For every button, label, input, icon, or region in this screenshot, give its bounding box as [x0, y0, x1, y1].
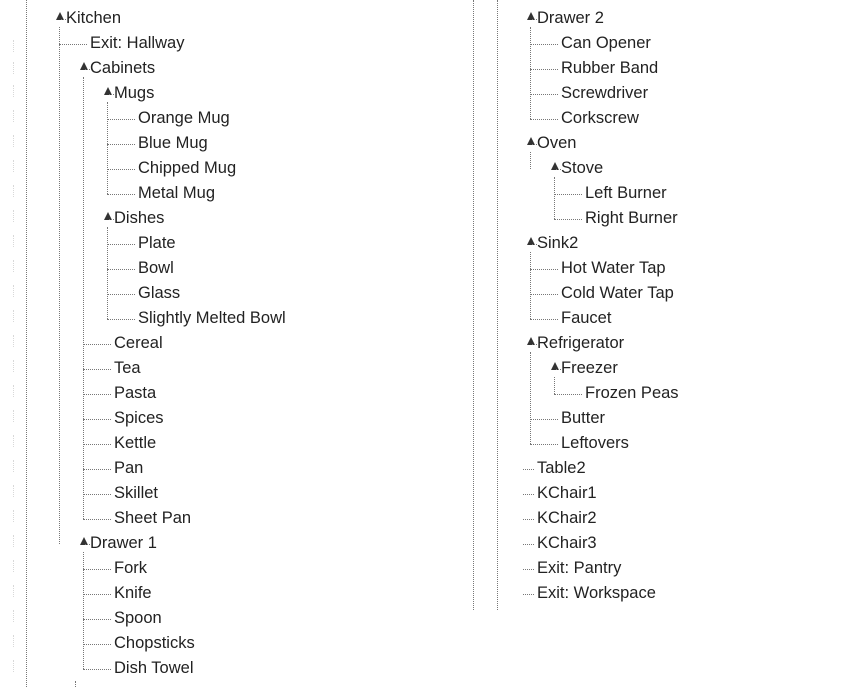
- ghost-guide-mark: [13, 260, 14, 272]
- tree-connector: [83, 594, 111, 595]
- tree-node-exit-pantry[interactable]: Exit: Pantry: [537, 559, 622, 577]
- tree-connector: [530, 419, 558, 420]
- ghost-guide-mark: [13, 160, 14, 172]
- ghost-guide-mark: [13, 435, 14, 447]
- tree-node-sink2[interactable]: Sink2: [537, 234, 579, 252]
- tree-connector: [523, 569, 534, 570]
- tree-connector: [554, 219, 582, 220]
- tree-node-fork[interactable]: Fork: [114, 559, 147, 577]
- tree-connector: [523, 594, 534, 595]
- ghost-guide-mark: [13, 660, 14, 672]
- tree-branch-line: [59, 27, 60, 544]
- tree-node-screwdriver[interactable]: Screwdriver: [561, 84, 649, 102]
- tree-connector: [554, 394, 582, 395]
- ghost-guide-mark: [13, 110, 14, 122]
- tree-connector: [530, 269, 558, 270]
- ghost-guide-mark: [13, 560, 14, 572]
- tree-connector: [523, 519, 534, 520]
- tree-connector: [83, 444, 111, 445]
- ghost-guide-mark: [13, 335, 14, 347]
- ghost-guide-mark: [13, 535, 14, 547]
- tree-node-slightly-melted-bowl[interactable]: Slightly Melted Bowl: [138, 309, 286, 327]
- tree-connector: [83, 369, 111, 370]
- tree-node-skillet[interactable]: Skillet: [114, 484, 159, 502]
- tree-node-exit-hallway[interactable]: Exit: Hallway: [90, 34, 185, 52]
- tree-node-blue-mug[interactable]: Blue Mug: [138, 134, 208, 152]
- tree-node-dishes[interactable]: Dishes: [114, 209, 165, 227]
- tree-branch-line: [83, 77, 84, 519]
- tree-connector: [83, 619, 111, 620]
- ghost-guide-mark: [13, 235, 14, 247]
- ghost-guide-mark: [13, 485, 14, 497]
- tree-node-butter[interactable]: Butter: [561, 409, 606, 427]
- tree-node-drawer-2[interactable]: Drawer 2: [537, 9, 604, 27]
- tree-node-spices[interactable]: Spices: [114, 409, 164, 427]
- tree-node-cabinets[interactable]: Cabinets: [90, 59, 156, 77]
- tree-node-drawer-1[interactable]: Drawer 1: [90, 534, 157, 552]
- tree-node-left-burner[interactable]: Left Burner: [585, 184, 667, 202]
- tree-node-kchair2[interactable]: KChair2: [537, 509, 597, 527]
- tree-connector: [83, 569, 111, 570]
- ghost-guide-mark: [13, 62, 14, 74]
- tree-node-spoon[interactable]: Spoon: [114, 609, 162, 627]
- tree-node-can-opener[interactable]: Can Opener: [561, 34, 651, 52]
- tree-connector: [523, 469, 534, 470]
- tree-node-right-burner[interactable]: Right Burner: [585, 209, 678, 227]
- tree-node-chipped-mug[interactable]: Chipped Mug: [138, 159, 237, 177]
- tree-guide-line: [75, 681, 76, 687]
- tree-node-exit-workspace[interactable]: Exit: Workspace: [537, 584, 656, 602]
- tree-connector: [523, 544, 534, 545]
- tree-node-chopsticks[interactable]: Chopsticks: [114, 634, 195, 652]
- tree-connector: [83, 644, 111, 645]
- tree-connector: [107, 319, 135, 320]
- tree-node-mugs[interactable]: Mugs: [114, 84, 155, 102]
- tree-branch-line: [107, 102, 108, 194]
- tree-node-freezer[interactable]: Freezer: [561, 359, 618, 377]
- tree-connector: [530, 444, 558, 445]
- tree-connector: [83, 344, 111, 345]
- ghost-guide-mark: [13, 635, 14, 647]
- tree-connector: [530, 119, 558, 120]
- tree-connector: [107, 294, 135, 295]
- tree-node-oven[interactable]: Oven: [537, 134, 577, 152]
- tree-connector: [83, 494, 111, 495]
- tree-guide-line: [473, 0, 474, 610]
- ghost-guide-mark: [13, 385, 14, 397]
- tree-node-faucet[interactable]: Faucet: [561, 309, 612, 327]
- tree-node-cold-water-tap[interactable]: Cold Water Tap: [561, 284, 674, 302]
- ghost-guide-mark: [13, 210, 14, 222]
- ghost-guide-mark: [13, 310, 14, 322]
- ghost-guide-mark: [13, 460, 14, 472]
- tree-node-kitchen[interactable]: Kitchen: [66, 9, 122, 27]
- tree-node-sheet-pan[interactable]: Sheet Pan: [114, 509, 192, 527]
- tree-connector: [107, 269, 135, 270]
- tree-connector: [107, 169, 135, 170]
- tree-connector: [83, 394, 111, 395]
- tree-branch-line: [107, 227, 108, 319]
- ghost-guide-mark: [13, 585, 14, 597]
- tree-connector: [530, 94, 558, 95]
- tree-node-rubber-band[interactable]: Rubber Band: [561, 59, 659, 77]
- ghost-guide-mark: [13, 510, 14, 522]
- tree-node-bowl[interactable]: Bowl: [138, 259, 174, 277]
- tree-node-hot-water-tap[interactable]: Hot Water Tap: [561, 259, 666, 277]
- ghost-guide-mark: [13, 410, 14, 422]
- ghost-guide-mark: [13, 285, 14, 297]
- tree-connector: [59, 44, 87, 45]
- tree-connector: [530, 69, 558, 70]
- tree-connector: [107, 119, 135, 120]
- tree-node-frozen-peas[interactable]: Frozen Peas: [585, 384, 679, 402]
- tree-node-metal-mug[interactable]: Metal Mug: [138, 184, 216, 202]
- ghost-guide-mark: [13, 40, 14, 52]
- tree-connector: [83, 669, 111, 670]
- tree-node-dish-towel[interactable]: Dish Towel: [114, 659, 194, 677]
- tree-connector: [83, 419, 111, 420]
- tree-connector: [107, 244, 135, 245]
- ghost-guide-mark: [13, 135, 14, 147]
- tree-branch-line: [554, 377, 555, 394]
- tree-node-kchair1[interactable]: KChair1: [537, 484, 597, 502]
- tree-guide-line: [26, 0, 27, 687]
- ghost-guide-mark: [13, 185, 14, 197]
- tree-connector: [530, 294, 558, 295]
- ghost-guide-mark: [13, 85, 14, 97]
- tree-node-leftovers[interactable]: Leftovers: [561, 434, 629, 452]
- tree-branch-line: [530, 352, 531, 444]
- tree-branch-line: [554, 177, 555, 219]
- tree-node-orange-mug[interactable]: Orange Mug: [138, 109, 230, 127]
- tree-connector: [107, 194, 135, 195]
- tree-guide-line: [497, 0, 498, 610]
- tree-node-kettle[interactable]: Kettle: [114, 434, 157, 452]
- tree-node-pasta[interactable]: Pasta: [114, 384, 157, 402]
- tree-connector: [530, 44, 558, 45]
- tree-connector: [83, 519, 111, 520]
- tree-node-corkscrew[interactable]: Corkscrew: [561, 109, 639, 127]
- tree-node-kchair3[interactable]: KChair3: [537, 534, 597, 552]
- tree-node-knife[interactable]: Knife: [114, 584, 152, 602]
- tree-node-table2[interactable]: Table2: [537, 459, 586, 477]
- tree-connector: [530, 319, 558, 320]
- tree-branch-line: [530, 252, 531, 319]
- tree-connector: [107, 144, 135, 145]
- ghost-guide-mark: [13, 360, 14, 372]
- tree-node-glass[interactable]: Glass: [138, 284, 181, 302]
- tree-node-refrigerator[interactable]: Refrigerator: [537, 334, 625, 352]
- tree-branch-line: [530, 152, 531, 169]
- tree-node-tea[interactable]: Tea: [114, 359, 141, 377]
- tree-branch-line: [530, 27, 531, 119]
- tree-node-stove[interactable]: Stove: [561, 159, 604, 177]
- tree-node-plate[interactable]: Plate: [138, 234, 176, 252]
- tree-node-pan[interactable]: Pan: [114, 459, 144, 477]
- tree-connector: [523, 494, 534, 495]
- ghost-guide-mark: [13, 610, 14, 622]
- tree-connector: [83, 469, 111, 470]
- tree-connector: [554, 194, 582, 195]
- tree-node-cereal[interactable]: Cereal: [114, 334, 163, 352]
